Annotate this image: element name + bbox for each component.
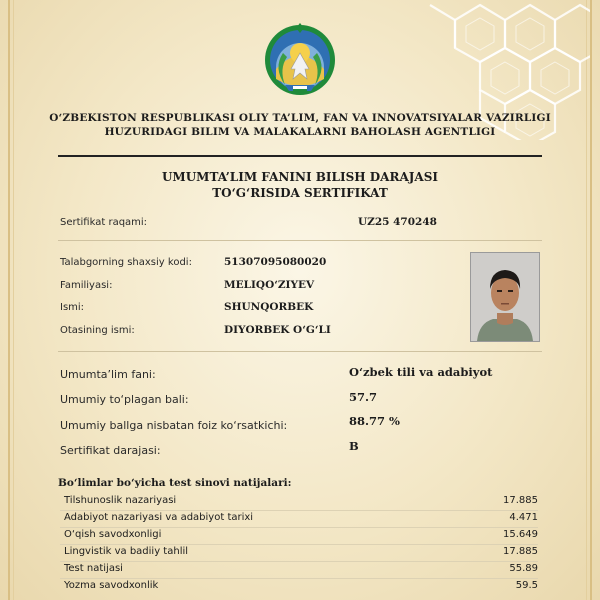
result-label: Test natijasi	[64, 563, 123, 574]
pin-label: Talabgorning shaxsiy kodi:	[60, 257, 192, 268]
percent-label: Umumiy ballga nisbatan foiz ko‘rsatkichi:	[60, 419, 288, 432]
result-value: 55.89	[509, 563, 538, 574]
agency-name-line-2: HUZURIDAGI BILIM VA MALAKALARNI BAHOLASH AGENTLIGI	[104, 126, 496, 138]
divider	[58, 240, 542, 241]
patronymic-label: Otasining ismi:	[60, 325, 135, 336]
level-value: B	[349, 439, 359, 453]
row-divider	[60, 561, 538, 562]
certificate-number-value: UZ25 470248	[358, 216, 437, 228]
uzbekistan-state-emblem-icon	[263, 23, 337, 97]
result-row	[64, 580, 538, 597]
result-label: Adabiyot nazariyasi va adabiyot tarixi	[64, 512, 254, 523]
name-label: Ismi:	[60, 302, 85, 313]
result-label: Tilshunoslik nazariyasi	[64, 495, 177, 506]
result-value: 4.471	[509, 512, 538, 523]
result-label: Lingvistik va badiiy tahlil	[64, 546, 189, 557]
result-row	[64, 529, 538, 546]
result-label: O‘qish savodxonligi	[64, 529, 162, 540]
certificate-title-line-2: TO‘G‘RISIDA SERTIFIKAT	[212, 186, 388, 200]
score-value: 57.7	[349, 390, 378, 404]
result-label: Yozma savodxonlik	[64, 580, 159, 591]
name-value: SHUNQORBEK	[224, 301, 314, 313]
divider	[58, 351, 542, 352]
header-divider	[58, 155, 542, 157]
score-label: Umumiy to‘plagan bali:	[60, 393, 189, 406]
row-divider	[60, 527, 538, 528]
patronymic-value: DIYORBEK O‘G‘LI	[224, 324, 331, 336]
result-row	[64, 546, 538, 563]
row-divider	[60, 544, 538, 545]
result-row	[64, 563, 538, 580]
certificate-title-line-1: UMUMTA’LIM FANINI BILISH DARAJASI	[161, 170, 439, 184]
result-value: 59.5	[515, 580, 538, 591]
result-row	[64, 495, 538, 512]
result-value: 15.649	[503, 529, 538, 540]
surname-value: MELIQO‘ZIYEV	[224, 279, 315, 291]
section-results-heading: Bo‘limlar bo‘yicha test sinovi natijalari:	[58, 477, 292, 489]
row-divider	[60, 578, 538, 579]
result-value: 17.885	[503, 546, 538, 557]
portrait-photo	[470, 252, 540, 342]
subject-value: O‘zbek tili va adabiyot	[349, 365, 493, 379]
row-divider	[60, 510, 538, 511]
pin-value: 51307095080020	[224, 256, 327, 268]
result-value: 17.885	[503, 495, 538, 506]
level-label: Sertifikat darajasi:	[60, 444, 161, 457]
agency-name-line-1: O‘ZBEKISTON RESPUBLIKASI OLIY TA’LIM, FAN VA INNOVATSIYALAR VAZIRLIGI	[49, 112, 551, 124]
subject-label: Umumta’lim fani:	[60, 368, 156, 381]
percent-value: 88.77 %	[349, 414, 400, 428]
surname-label: Familiyasi:	[60, 280, 113, 291]
result-row	[64, 512, 538, 529]
portrait-image	[471, 253, 539, 341]
certificate-number-label: Sertifikat raqami:	[60, 217, 148, 228]
